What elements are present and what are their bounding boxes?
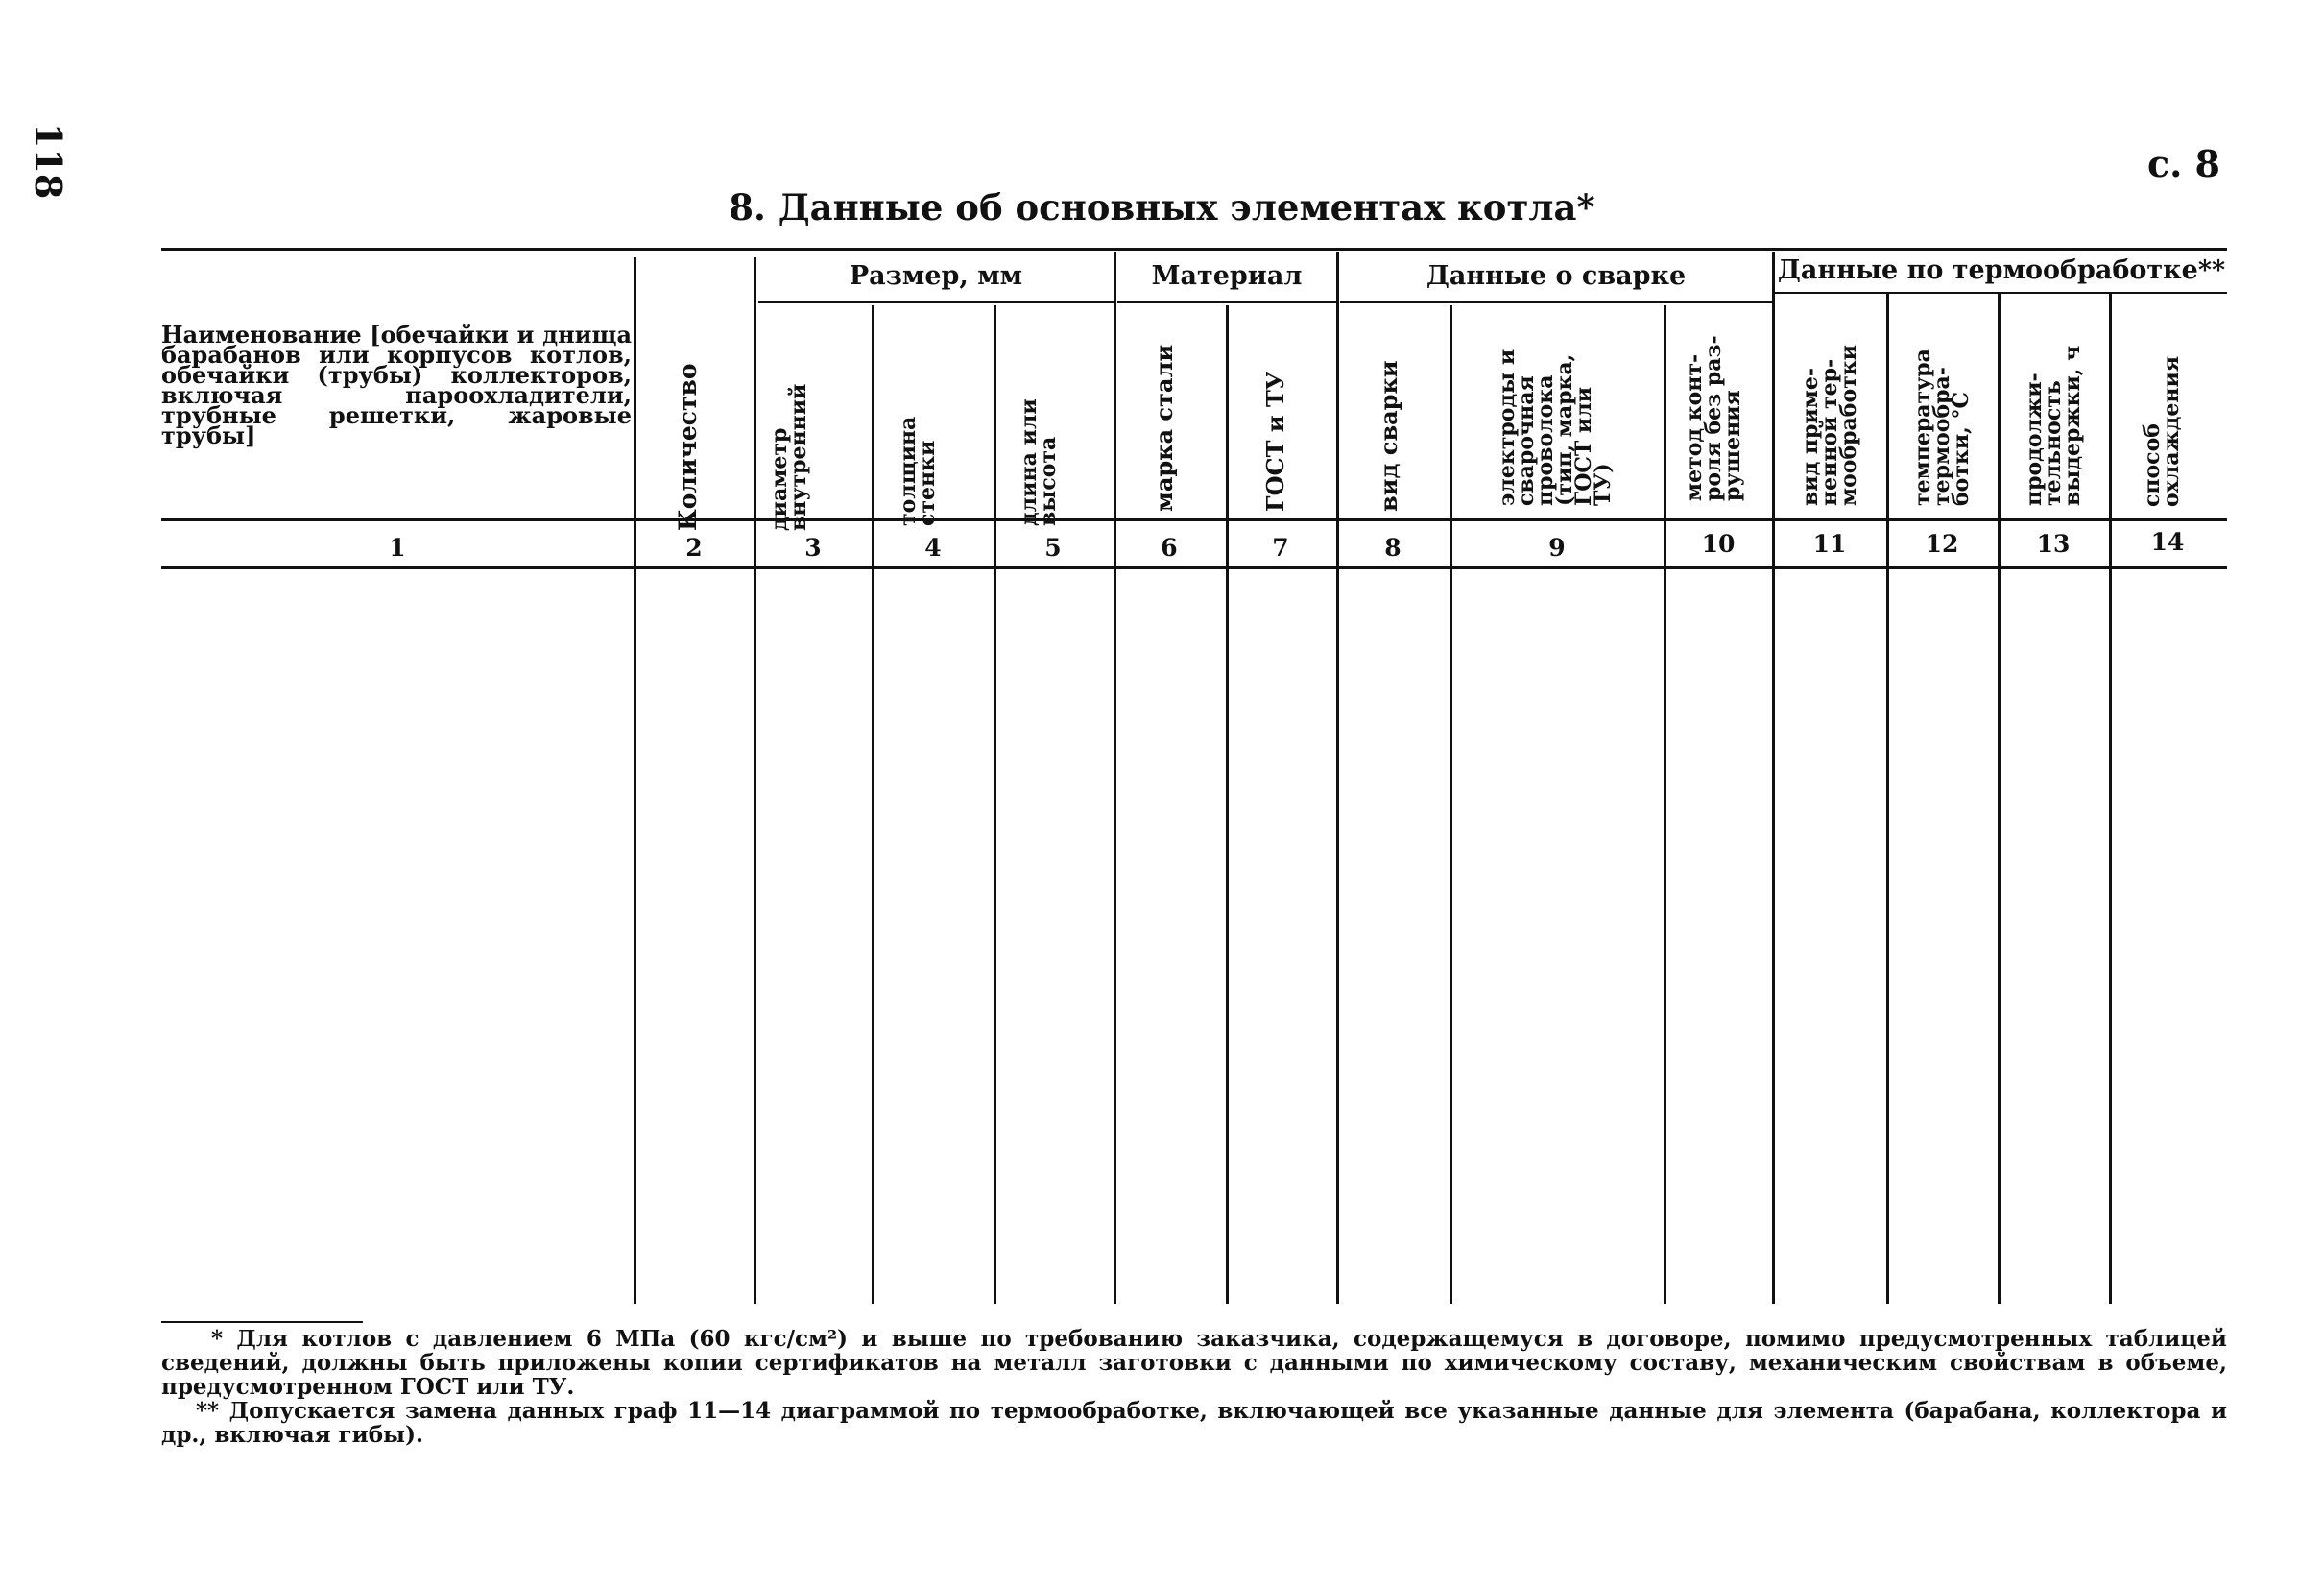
group-welding-header: Данные о сварке (1426, 261, 1687, 291)
col1-header: Наименование [обечайки и днища барабанов или корпусов котлов, обечайки (трубы) коллекторов, включая пароохладители, трубные решетки, жаровые трубы] (161, 321, 632, 449)
col-number-4: 4 (924, 534, 942, 562)
col-number-1: 1 (389, 534, 406, 562)
col-number-12: 12 (1925, 530, 1959, 558)
col6-header: марка стали (1150, 344, 1178, 512)
col-sep-9 (1664, 305, 1666, 1304)
col9-header: электроды и сварочная проволока (тип, марка, ГОСТ или ТУ) (1495, 349, 1616, 506)
col-number-11: 11 (1812, 530, 1847, 558)
col-number-7: 7 (1272, 534, 1289, 562)
col12-header: температура термообра- ботки, °С (1910, 349, 1974, 506)
footnote-rule (161, 1321, 363, 1323)
col-number-3: 3 (804, 534, 822, 562)
page-reference: с. 8 (2146, 142, 2220, 185)
table-title: 8. Данные об основных элементах котла* (729, 186, 1595, 229)
col3-header: диаметр внутренний (767, 383, 811, 531)
col-sep-3 (872, 305, 874, 1304)
col-number-2: 2 (685, 534, 703, 562)
group-size-header: Размер, мм (849, 261, 1023, 291)
footnote-1: * Для котлов с давлением 6 МПа (60 кгс/см²) и выше по требованию заказчика, содержащемуся в договоре, помимо предусмотренных таблицей сведений, должны быть приложены копии сертификатов на металл заготовки с данными по химическому составу, механическим свойствам в объеме, предусмотренном ГОСТ или ТУ. (161, 1326, 2227, 1400)
col-sep-11 (1886, 294, 1889, 1304)
col-sep-10 (1772, 252, 1775, 1304)
col7-header: ГОСТ и ТУ (1261, 371, 1289, 512)
col-sep-13 (2109, 294, 2112, 1304)
col-number-8: 8 (1384, 534, 1402, 562)
col5-header: длина или высота (1017, 398, 1061, 526)
col-sep-12 (1998, 294, 2001, 1304)
col-number-5: 5 (1044, 534, 1062, 562)
col11-header: вид приме- ненной тер- мообработки (1798, 345, 1861, 506)
header-bottom-rule (161, 518, 2227, 521)
col-number-14: 14 (2150, 528, 2185, 556)
col-sep-7 (1336, 252, 1339, 1304)
col4-header: толщина стенки (896, 416, 940, 526)
group-material-header: Материал (1151, 261, 1303, 291)
col13-header: продолжи- тельность выдержки, ч (2022, 345, 2085, 506)
col-sep-2 (754, 257, 756, 1304)
col-number-10: 10 (1701, 530, 1736, 558)
col-sep-1 (634, 257, 636, 1304)
table-top-rule (161, 248, 2227, 251)
group-welding-rule (1340, 301, 1772, 303)
col8-header: вид сварки (1375, 360, 1402, 512)
col14-header: способ охлаждения (2140, 355, 2184, 507)
col-sep-8 (1450, 305, 1452, 1304)
footnote-2: ** Допускается замена данных граф 11—14 диаграммой по термообработке, включающей все указанные данные для элемента (барабана, коллектора и др., включая гибы). (161, 1398, 2227, 1448)
col-sep-5 (1114, 252, 1116, 1304)
col-number-9: 9 (1548, 534, 1566, 562)
col-number-13: 13 (2036, 530, 2071, 558)
numbers-bottom-rule (161, 566, 2227, 569)
col-number-6: 6 (1161, 534, 1178, 562)
page-number-side: 118 (27, 123, 70, 200)
col2-header: Количество (674, 363, 702, 531)
group-size-rule (758, 301, 1115, 303)
col-sep-4 (994, 305, 996, 1304)
group-material-rule (1117, 301, 1338, 303)
col10-header: метод конт- роля без раз- рушения (1682, 335, 1745, 501)
group-heat-header: Данные по термообработке** (1777, 255, 2226, 285)
col-sep-6 (1226, 305, 1229, 1304)
group-heat-rule (1774, 292, 2227, 294)
